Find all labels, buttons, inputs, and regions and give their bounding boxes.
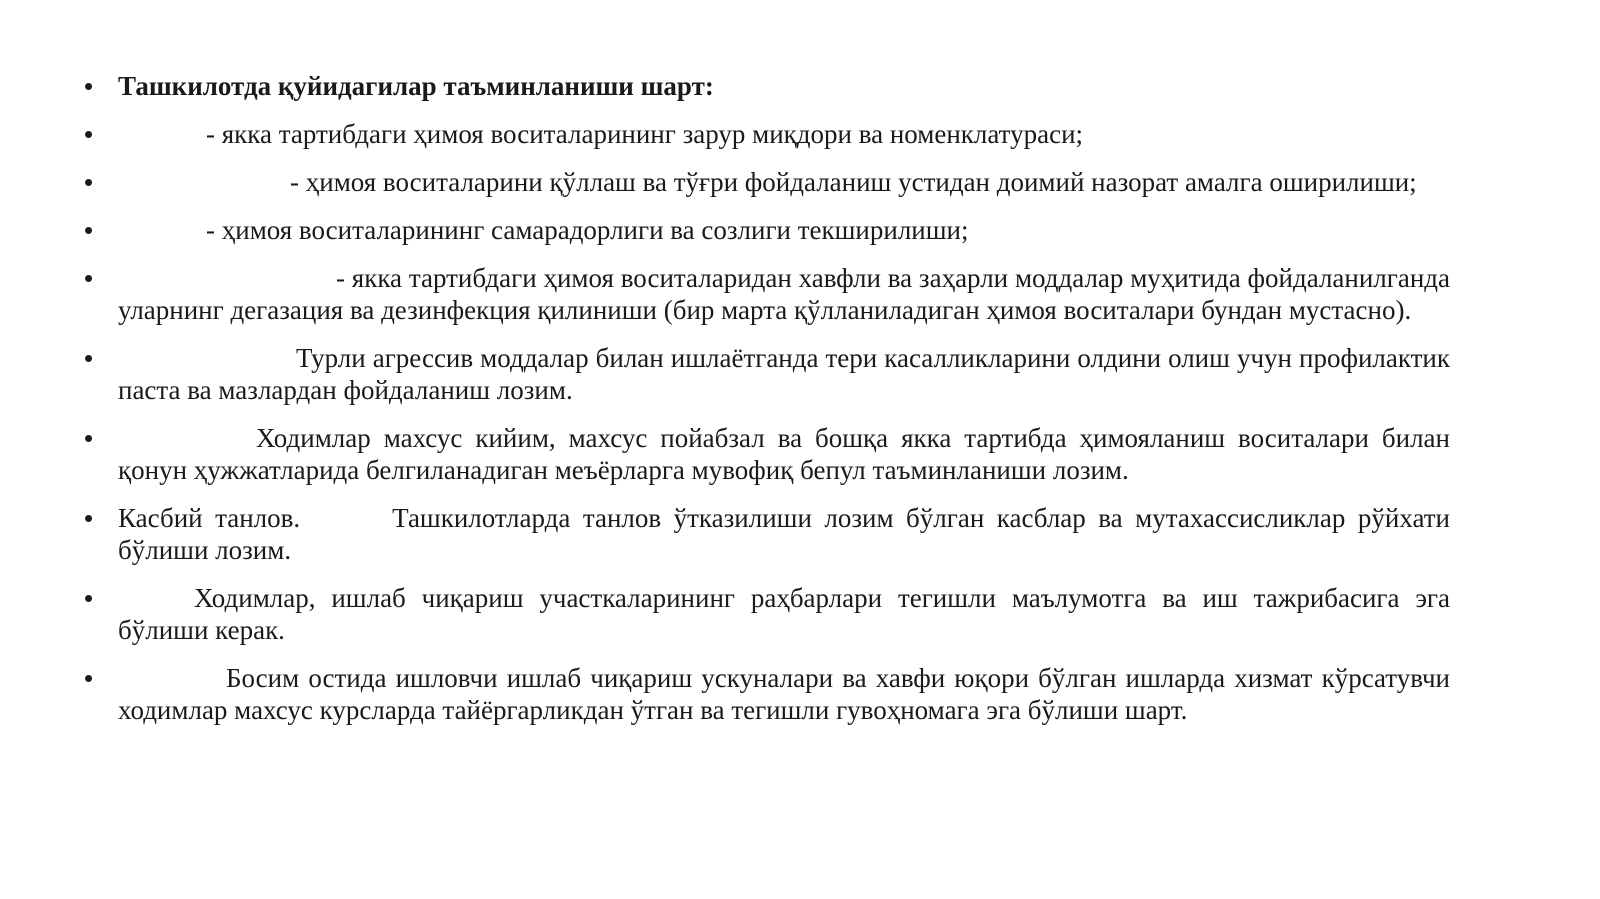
bullet-list [84,70,1450,742]
list-item [84,214,1450,246]
bullet-text: Ходимлар махсус кийим, махсус пойабзал ва бошқа якка тартибда ҳимояланиш воситалари билан қонун ҳужжатларида белгиланадиган меъёрларга мувофиқ бепул таъминланиши лозим. [118,423,1450,485]
bullet-text: - якка тартибдаги ҳимоя воситаларидан хавфли ва заҳарли моддалар муҳитида фойдаланилганда уларнинг дегазация ва дезинфекция қилиниши (бир марта қўлланиладиган ҳимоя воситалари бундан мустасно). [118,263,1450,325]
bullet-text: - ҳимоя воситаларини қўллаш ва тўғри фойдаланиш устидан доимий назорат амалга оширилиши; [290,167,1417,197]
bullet-text: - якка тартибдаги ҳимоя воситаларининг зарур миқдори ва номенклатураси; [206,119,1084,149]
bullet-text: Турли агрессив моддалар билан ишлаётганда тери касалликларини олдини олиш учун профилактик паста ва мазлардан фойдаланиш лозим. [118,343,1450,405]
list-item [84,422,1450,486]
list-item [84,662,1450,726]
bullet-marker: • [84,71,94,101]
list-item [84,582,1450,646]
bullet-marker: • [84,503,94,533]
list-item [84,342,1450,406]
bullet-body: Ташкилотларда танлов ўтказилиши лозим бўлган касблар ва мутахассисликлар рўйхати бўлиши лозим. [118,503,1451,565]
bullet-marker: • [84,119,94,149]
bullet-marker: • [84,215,94,245]
list-item [84,502,1450,566]
bullet-marker: • [84,167,94,197]
bullet-lead: Касбий танлов. [118,503,301,533]
bullet-text: - ҳимоя воситаларининг самарадорлиги ва созлиги текширилиши; [206,215,969,245]
list-item [84,262,1450,326]
bullet-marker: • [84,263,94,293]
bullet-marker: • [84,663,94,693]
bullet-text: Ходимлар, ишлаб чиқариш участкаларининг раҳбарлари тегишли маълумотга ва иш тажрибасига эга бўлиши керак. [118,583,1450,645]
list-item [84,118,1450,150]
bullet-marker: • [84,583,94,613]
bullet-marker: • [84,423,94,453]
bullet-heading: Ташкилотда қуйидагилар таъминланиши шарт: [118,71,714,101]
list-item [84,70,1450,102]
bullet-marker: • [84,343,94,373]
bullet-text [118,502,1450,566]
list-item [84,166,1450,198]
bullet-text: Босим остида ишловчи ишлаб чиқариш ускуналари ва хавфи юқори бўлган ишларда хизмат кўрсатувчи ходимлар махсус курсларда тайёргарликдан ўтган ва тегишли гувоҳномага эга бўлиши шарт. [118,663,1450,725]
